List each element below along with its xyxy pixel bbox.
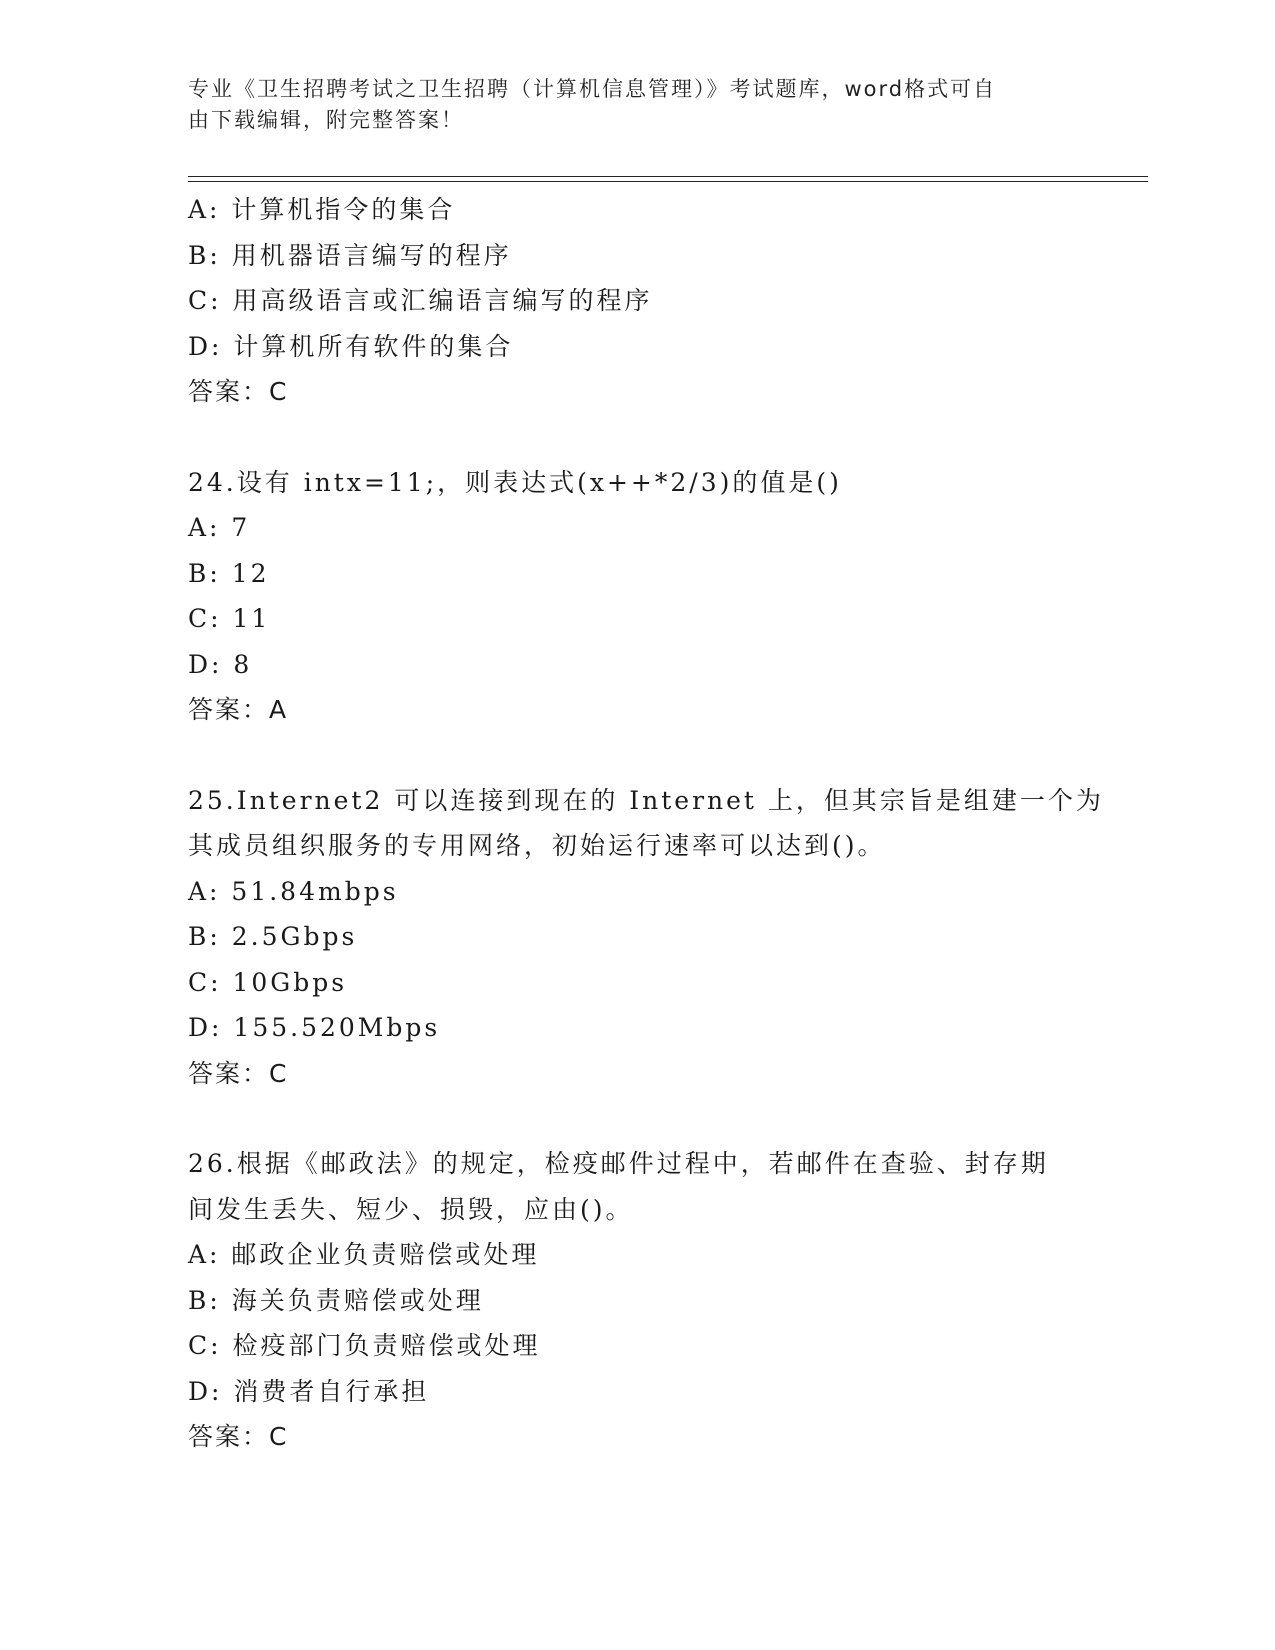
question-23 (188, 187, 1088, 415)
option-d: D: 计算机所有软件的集合 (188, 331, 514, 361)
spacer (188, 415, 1088, 460)
question-25 (188, 778, 1104, 1097)
option-c: C: 10Gbps (188, 967, 348, 997)
spacer (188, 1096, 1088, 1141)
question-text-line-2: 其成员组织服务的专用网络，初始运行速率可以达到()。 (188, 831, 886, 860)
spacer (188, 733, 1088, 778)
header-line-1: 专业《卫生招聘考试之卫生招聘（计算机信息管理）》考试题库，word格式可自 (188, 77, 997, 101)
question-24 (188, 460, 1088, 733)
option-a: A: 51.84mbps (188, 876, 399, 906)
answer: 答案：C (188, 1058, 289, 1088)
option-a: A: 7 (188, 513, 251, 542)
question-text-line-1: 25.Internet2 可以连接到现在的 Internet 上，但其宗旨是组建一个为 (188, 785, 1104, 815)
option-d: D: 8 (188, 649, 253, 679)
question-26 (188, 1141, 1088, 1460)
document-header (188, 74, 1088, 136)
option-b: B: 12 (188, 558, 270, 588)
question-text: 24.设有 intx=11;，则表达式(x++*2/3)的值是() (188, 467, 842, 497)
option-a: A: 计算机指令的集合 (188, 195, 456, 224)
option-b: B: 用机器语言编写的程序 (188, 240, 512, 270)
option-b: B: 2.5Gbps (188, 922, 358, 951)
option-d: D: 消费者自行承担 (188, 1376, 430, 1406)
header-line-2: 由下载编辑，附完整答案！ (188, 108, 464, 132)
option-c: C: 11 (188, 604, 271, 633)
answer: 答案：A (188, 695, 289, 724)
option-c: C: 用高级语言或汇编语言编写的程序 (188, 286, 653, 315)
header-divider-bottom (188, 181, 1148, 182)
option-d: D: 155.520Mbps (188, 1013, 441, 1042)
option-a: A: 邮政企业负责赔偿或处理 (188, 1240, 540, 1269)
answer: 答案：C (188, 1422, 289, 1451)
answer: 答案：C (188, 377, 289, 406)
header-divider-top (188, 176, 1148, 177)
question-text-line-1: 26.根据《邮政法》的规定，检疫邮件过程中，若邮件在查验、封存期 (188, 1149, 1049, 1178)
question-text-line-2: 间发生丢失、短少、损毁，应由()。 (188, 1194, 634, 1224)
question-list (188, 187, 1104, 1460)
option-b: B: 海关负责赔偿或处理 (188, 1285, 484, 1315)
option-c: C: 检疫部门负责赔偿或处理 (188, 1331, 541, 1360)
